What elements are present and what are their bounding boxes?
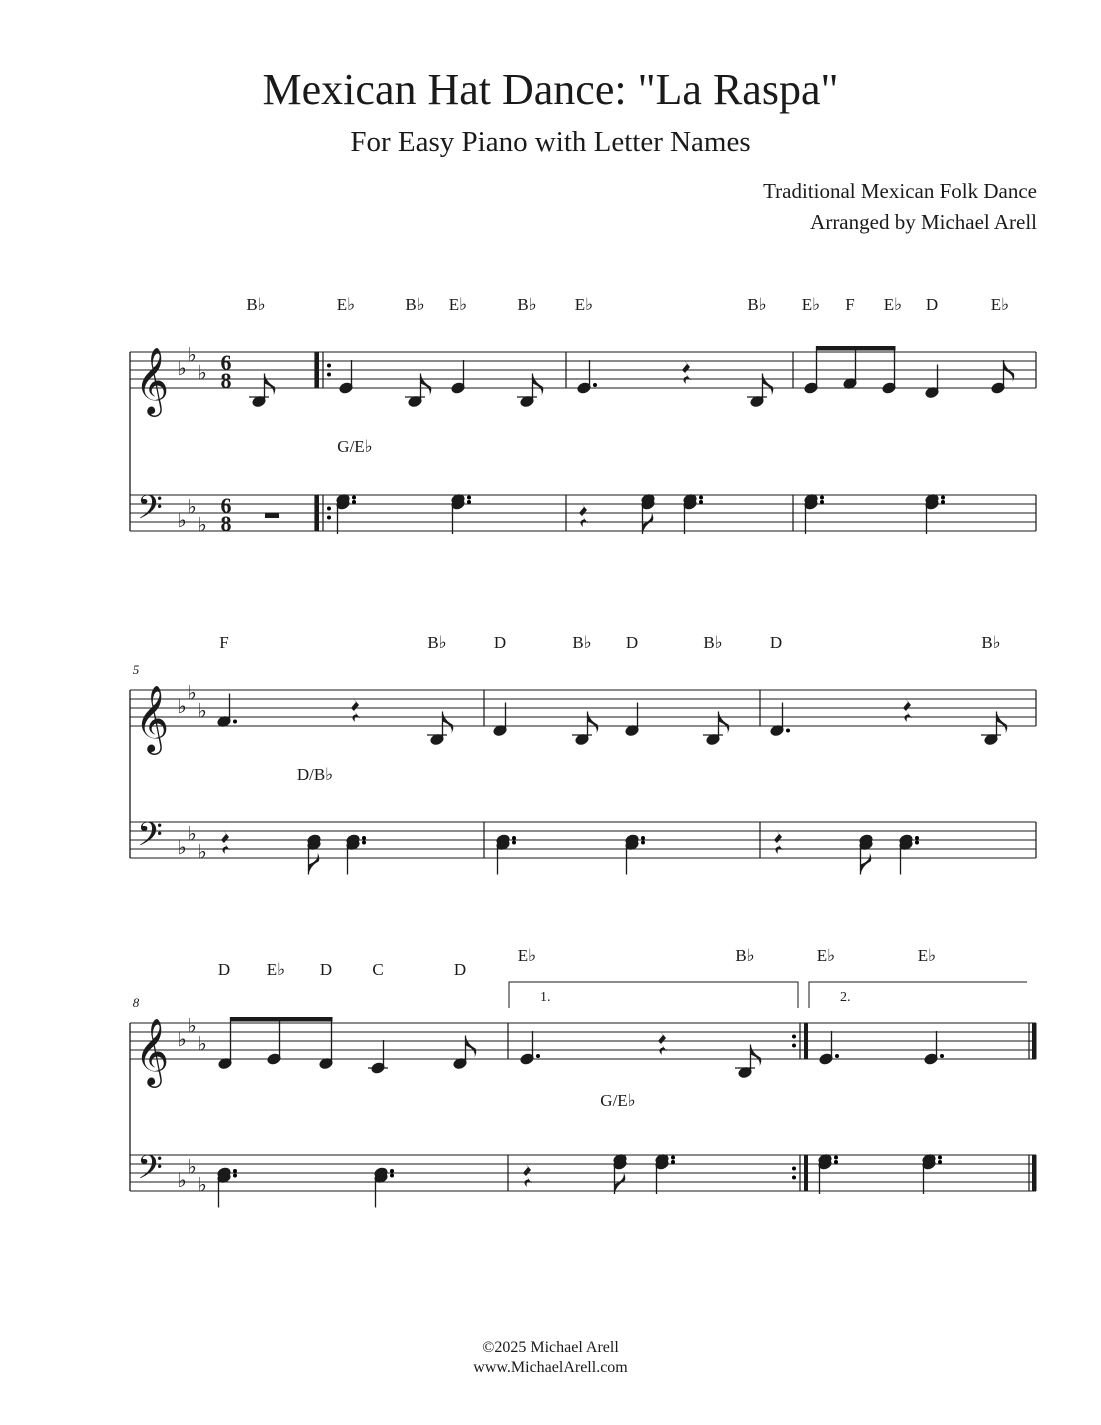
letter-name: E♭ [801,295,821,314]
page-title: Mexican Hat Dance: "La Raspa" [262,65,839,114]
flat-icon: ♭ [197,1174,207,1197]
time-signature-denominator: 8 [220,511,232,536]
letter-name: E♭ [816,946,836,965]
composer-credit: Traditional Mexican Folk Dance [763,179,1037,203]
dot [786,729,790,733]
dot [834,1156,838,1160]
quarter-rest [658,1031,667,1055]
dot [467,500,471,504]
flat-icon: ♭ [197,514,207,537]
letter-name: D [493,633,507,652]
letter-name: D [453,960,467,979]
repeat-barline [315,495,319,531]
flat-icon: ♭ [197,700,207,723]
chord-symbol: D/B♭ [296,765,334,784]
repeat-dot [327,507,331,511]
letter-name: E♭ [517,946,537,965]
repeat-dot [792,1167,796,1171]
repeat-barline [804,1023,808,1059]
flag [533,374,544,396]
system-2 [130,633,1036,875]
dot [352,496,356,500]
dot [699,500,703,504]
repeat-dot [327,373,331,377]
flag [421,374,432,396]
flag [265,374,276,396]
beam [230,1017,333,1022]
letter-name: B♭ [405,295,425,314]
quarter-rest [774,830,783,854]
dot [593,383,597,387]
website-url: www.MichaelArell.com [473,1359,628,1376]
arranger-credit: Arranged by Michael Arell [810,210,1037,234]
flat-icon: ♭ [187,1156,197,1179]
chord-symbol: G/E♭ [337,437,373,456]
rest [265,513,279,518]
dot [915,841,919,845]
dot [671,1160,675,1164]
flat-icon: ♭ [187,823,197,846]
dot [641,836,645,840]
bass-clef-icon: 𝄢 [137,489,163,534]
quarter-rest [903,698,912,722]
dot [820,496,824,500]
bass-clef-icon: 𝄢 [137,1149,163,1194]
flat-icon: ♭ [177,358,187,380]
time-signature-numerator: 6 [220,493,232,518]
letter-name: D [217,960,231,979]
letter-name: B♭ [735,946,755,965]
system-1 [130,295,1036,537]
repeat-barline [315,352,319,388]
letter-name: D [625,633,639,652]
measure-number: 8 [132,995,140,1010]
flag [309,853,320,875]
flat-icon: ♭ [187,344,197,367]
letter-name: B♭ [981,633,1001,652]
measure-number: 5 [132,662,140,677]
volta-ending-label: 1. [540,990,551,1005]
dot [940,1054,944,1058]
flag [588,712,599,734]
letter-name: E♭ [336,295,356,314]
flat-icon: ♭ [177,696,187,718]
treble-clef-icon: 𝄞 [134,1019,170,1084]
dot [233,1169,237,1173]
letter-name: E♭ [448,295,468,314]
flat-icon: ♭ [177,837,187,859]
repeat-dot [792,1035,796,1039]
page-subtitle: For Easy Piano with Letter Names [350,126,751,158]
dot [835,1054,839,1058]
dot [641,841,645,845]
flag [751,1045,762,1067]
dot [941,496,945,500]
dot [536,1054,540,1058]
flat-icon: ♭ [177,1029,187,1051]
system-3 [130,946,1037,1208]
flat-icon: ♭ [197,841,207,864]
dot [938,1160,942,1164]
flat-icon: ♭ [187,1015,197,1038]
dot [820,500,824,504]
dot [390,1174,394,1178]
letter-name: B♭ [703,633,723,652]
letter-name: E♭ [266,960,286,979]
flat-icon: ♭ [187,682,197,705]
final-barline [1032,1023,1037,1059]
letter-name: D [319,960,333,979]
dot [512,841,516,845]
treble-clef-icon: 𝄞 [134,348,170,413]
dot [671,1156,675,1160]
letter-name: C [372,960,384,979]
letter-name: D [925,295,939,314]
letter-name: E♭ [917,946,937,965]
dot [941,500,945,504]
dot [352,500,356,504]
repeat-dot [327,516,331,520]
dot [233,720,237,724]
flat-icon: ♭ [177,510,187,532]
flag [861,853,872,875]
flat-icon: ♭ [197,362,207,385]
dot [938,1156,942,1160]
letter-name: B♭ [747,295,767,314]
dot [362,841,366,845]
quarter-rest [221,830,230,854]
dot [915,836,919,840]
flat-icon: ♭ [187,496,197,519]
volta-bracket [509,982,798,1008]
dot [834,1160,838,1164]
repeat-dot [327,364,331,368]
flat-icon: ♭ [197,1033,207,1056]
quarter-rest [351,698,360,722]
flat-icon: ♭ [177,1170,187,1192]
dot [512,836,516,840]
letter-name: B♭ [427,633,447,652]
time-signature-numerator: 6 [220,350,232,375]
quarter-rest [523,1163,532,1187]
letter-name: E♭ [574,295,594,314]
repeat-barline [804,1155,808,1191]
dot [233,1174,237,1178]
letter-name: B♭ [517,295,537,314]
repeat-dot [792,1044,796,1048]
time-signature-denominator: 8 [220,368,232,393]
chord-symbol: G/E♭ [600,1091,636,1110]
dot [390,1169,394,1173]
letter-name: B♭ [572,633,592,652]
dot [467,496,471,500]
flag [443,712,454,734]
letter-name: E♭ [990,295,1010,314]
flag [719,712,730,734]
dot [362,836,366,840]
letter-name: E♭ [883,295,903,314]
letter-name: B♭ [246,295,266,314]
letter-name: D [769,633,783,652]
letter-name: F [219,633,229,652]
flag [763,374,774,396]
volta-ending-label: 2. [840,990,851,1005]
flag [997,712,1008,734]
copyright-notice: ©2025 Michael Arell [482,1339,619,1356]
treble-clef-icon: 𝄞 [134,686,170,751]
quarter-rest [579,503,588,527]
final-barline [1032,1155,1037,1191]
letter-name: F [845,295,855,314]
dot [699,496,703,500]
bass-clef-icon: 𝄢 [137,816,163,861]
quarter-rest [682,360,691,384]
flag [466,1036,477,1058]
repeat-dot [792,1176,796,1180]
